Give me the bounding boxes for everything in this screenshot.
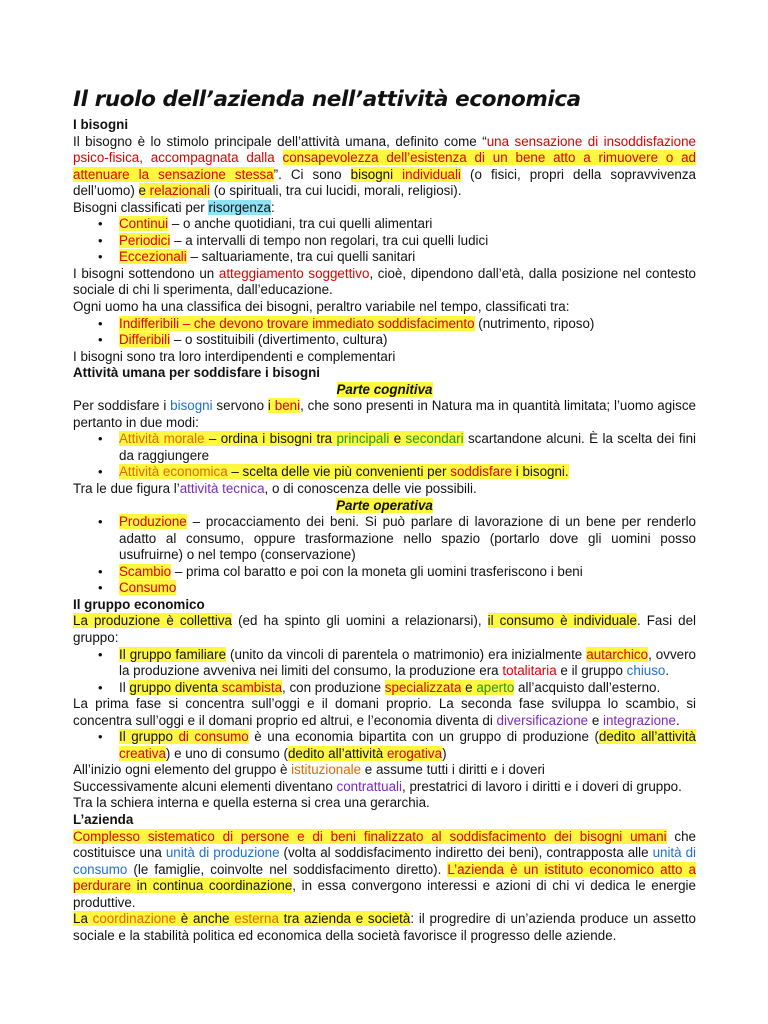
text-run: I bisogni sono tra loro interdipendenti e complementari — [73, 348, 396, 364]
text-run: Il gruppo — [119, 729, 179, 745]
text-run: scambista — [221, 679, 283, 695]
text-run: (nutrimento, riposo) — [474, 315, 595, 331]
text-run: (o fisici, propri della sopravvivenza dell’uomo) — [73, 166, 696, 199]
text-run: erogativa — [386, 745, 443, 761]
text-run: bene atto a rimuovere o ad attenuare la sensazione stessa — [73, 150, 696, 182]
text-run: , cioè, dipendono dall’età, dalla posizione nel contesto sociale di chi li sperimenta, dall’educazione. — [73, 265, 696, 298]
text-run: e il gruppo — [556, 663, 627, 679]
paragraph — [73, 762, 696, 779]
text-run: è anche — [176, 911, 235, 927]
text-run: Il gruppo familiare — [119, 646, 227, 662]
text-run: Scambio — [119, 563, 172, 579]
bullet-list — [73, 647, 696, 697]
paragraph — [73, 613, 696, 646]
list-item — [119, 233, 696, 250]
text-run: , ovvero la produzione avveniva nei limiti del consumo, la produzione era — [119, 646, 696, 679]
bullet-list — [73, 216, 696, 266]
text-run: Per soddisfare i — [73, 398, 171, 414]
text-run: che costituisce una — [73, 828, 696, 861]
paragraph — [73, 696, 696, 729]
text-run: attività tecnica — [179, 481, 265, 497]
text-run: individuali — [402, 166, 461, 182]
text-run: all’acquisto dall’esterno. — [514, 679, 661, 695]
text-run: Eccezionali — [119, 249, 187, 265]
list-item — [119, 647, 696, 680]
list-item — [119, 216, 696, 233]
text-run: Produzione — [119, 514, 187, 530]
text-run: – procacciamento dei beni. Si può parlare di lavorazione di un bene per renderlo adatto al consumo, oppure trasformazione nello spazio (portarlo dove gli uomini posso usufruirne) o nel tempo (conservazione) — [119, 514, 696, 563]
section-heading-azienda: L’azienda — [73, 811, 134, 827]
text-run: specializzata — [384, 679, 462, 695]
text-run: Successivamente alcuni elementi diventano — [73, 778, 337, 794]
paragraph — [73, 481, 696, 498]
text-run: e — [138, 183, 150, 199]
text-run: unità di consumo — [73, 845, 697, 877]
list-item — [119, 729, 696, 762]
text-run: , o di conoscenza delle vie possibili. — [264, 481, 477, 497]
text-run: di consumo — [178, 729, 249, 745]
text-run: chiuso — [626, 663, 666, 679]
text-run: unità di produzione — [165, 845, 280, 861]
text-run: contrattuali — [336, 778, 403, 794]
text-run: e — [588, 712, 603, 728]
text-run: , prestatrici di lavoro i diritti e i doveri di gruppo. — [402, 778, 682, 794]
text-run: Ogni uomo ha una classifica dei bisogni, peraltro variabile nel tempo, classificati tra: — [73, 299, 570, 315]
text-run: soddisfare — [450, 464, 513, 480]
document-page — [73, 86, 696, 944]
text-run: (o spirituali, tra cui lucidi, morali, religiosi). — [209, 183, 462, 199]
paragraph — [73, 299, 696, 316]
text-run: e — [461, 679, 477, 695]
text-run: bisogni — [350, 166, 403, 182]
text-run: diversificazione — [496, 712, 589, 728]
text-run: atteggiamento soggettivo — [218, 265, 370, 281]
subheading-label: Parte operativa — [336, 497, 433, 513]
section-heading-bisogni: I bisogni — [73, 117, 129, 132]
text-run: principali — [336, 431, 390, 447]
text-run: La produzione è collettiva — [73, 613, 232, 629]
text-run: Attività economica — [119, 464, 228, 480]
text-run: e — [389, 431, 406, 447]
text-run: ”. Ci sono — [273, 166, 351, 182]
text-run: Periodici — [119, 232, 171, 248]
text-run: servono — [212, 398, 268, 414]
paragraph — [73, 266, 696, 299]
text-run: – saltuariamente, tra cui quelli sanitari — [186, 249, 416, 265]
list-item — [119, 431, 696, 464]
text-run: Consumo — [119, 580, 177, 596]
document-title: Il ruolo dell’azienda nell’attività economica — [73, 87, 581, 112]
text-run: All’inizio ogni elemento del gruppo è — [73, 762, 292, 778]
paragraph — [73, 398, 696, 431]
paragraph — [73, 349, 696, 366]
text-run: relazionali — [149, 183, 210, 199]
paragraph — [73, 134, 696, 200]
text-run: e assume tutti i diritti e i doveri — [361, 762, 545, 778]
text-run: , con produzione — [282, 679, 385, 695]
text-run: (ed ha spinto gli uomini a relazionarsi), — [231, 613, 488, 629]
text-run: beni — [274, 398, 301, 414]
text-run: dedito all’attività — [287, 745, 387, 761]
text-run: i — [267, 398, 275, 414]
text-run: – scelta delle vie più convenienti per — [227, 464, 451, 480]
paragraph — [73, 829, 696, 912]
text-run: La prima fase si concentra sull’oggi e il domani proprio. La seconda fase sviluppa lo scambio, si concentra sull’oggi e il domani proprio ed altrui, e l’economia diventa di — [73, 696, 696, 728]
text-run: (volta al soddisfacimento indiretto dei beni), contrapposta alle — [279, 845, 653, 861]
subheading-cognitiva — [73, 382, 696, 399]
text-run: : il progredire di un’azienda produce un assetto sociale e la stabilità politica ed economica della società favorisce il progresso delle aziende. — [73, 911, 697, 943]
list-item — [119, 332, 696, 349]
list-item — [119, 464, 696, 481]
list-item — [119, 514, 696, 564]
paragraph — [73, 779, 696, 796]
text-run: (le famiglie, coinvolte nel soddisfacimento diretto). — [127, 861, 448, 877]
text-run: i bisogni. — [512, 464, 569, 480]
text-run: bisogni — [170, 398, 213, 414]
text-run: – o sostituibili (divertimento, cultura) — [170, 332, 388, 348]
text-run: , in essa convergono interessi e azioni di chi vi dedica le energie produttive. — [73, 878, 696, 910]
text-run: totalitaria — [502, 663, 557, 679]
list-item — [119, 316, 696, 333]
section-heading-attivita: Attività umana per soddisfare i bisogni — [73, 365, 321, 381]
text-run: tra azienda e società — [278, 911, 411, 927]
text-run: il consumo è individuale — [487, 613, 637, 629]
bullet-list — [73, 316, 696, 349]
text-run: Il — [119, 679, 130, 695]
text-run: . — [665, 663, 670, 679]
text-run: Tra le due figura l’ — [73, 481, 180, 497]
text-run: – prima col baratto e poi con la moneta gli uomini trasferiscono i beni — [171, 563, 583, 579]
text-run: integrazione — [602, 712, 676, 728]
text-run: coordinazione — [92, 911, 177, 927]
bullet-list — [73, 514, 696, 597]
list-item — [119, 249, 696, 266]
text-run: Attività morale — [119, 431, 205, 447]
text-run: aperto — [476, 679, 515, 695]
text-run: ) — [442, 745, 447, 761]
text-run: autarchico — [586, 646, 649, 662]
list-item — [119, 564, 696, 581]
paragraph — [73, 911, 696, 944]
bullet-list — [73, 431, 696, 481]
text-run: Il bisogno è lo stimolo principale dell’attività umana, definito come “ — [73, 133, 487, 149]
text-run: esterna — [234, 911, 279, 927]
bullet-list — [73, 729, 696, 762]
text-run: gruppo diventa — [129, 679, 222, 695]
list-item — [119, 680, 696, 697]
list-item — [119, 580, 696, 597]
text-run: istituzionale — [291, 762, 362, 778]
text-run: Bisogni classificati per — [73, 199, 209, 215]
text-run: La — [73, 911, 93, 927]
text-run: – a intervalli di tempo non regolari, tra cui quelli ludici — [170, 232, 489, 248]
text-run: è una economia bipartita con un gruppo di produzione ( — [248, 729, 599, 745]
text-run: – o anche quotidiani, tra cui quelli alimentari — [168, 216, 433, 232]
text-run: Differibili — [119, 332, 171, 348]
text-run: risorgenza — [208, 199, 271, 215]
text-run: L’azienda è un istituto economico atto a perdurare — [73, 861, 696, 894]
text-run: una sensazione di insoddisfazione psico-fisica, accompagnata dalla — [73, 133, 696, 166]
text-run: scartandone alcuni. È la scelta dei fini da raggiungere — [119, 431, 696, 463]
text-run: consapevolezza dell’esistenza di un — [282, 150, 516, 166]
text-run: in continua coordinazione — [131, 878, 293, 894]
text-run: (unito da vincoli di parentela o matrimonio) era inizialmente — [226, 646, 587, 662]
text-run: I bisogni sottendono un — [73, 265, 219, 281]
subheading-label: Parte cognitiva — [336, 381, 433, 397]
text-run: – ordina i bisogni tra — [204, 431, 337, 447]
text-run: . — [675, 712, 680, 728]
text-run: dedito all’attività — [598, 729, 696, 745]
text-run: , che sono presenti in Natura ma in quantità limitata; l’uomo agisce pertanto in due modi: — [73, 398, 696, 430]
text-run: Continui — [119, 216, 169, 232]
text-run: secondari — [405, 431, 464, 447]
text-run: : — [270, 199, 275, 215]
text-run: creativa — [119, 745, 166, 761]
paragraph — [73, 795, 696, 812]
text-run: . Fasi del gruppo: — [73, 613, 697, 645]
text-run: ) e uno di consumo ( — [165, 745, 288, 761]
subheading-operativa — [73, 498, 696, 515]
section-heading-gruppo: Il gruppo economico — [73, 596, 205, 612]
text-run: Complesso sistematico di persone e di beni finalizzato al soddisfacimento dei bisogni umani — [73, 828, 667, 844]
text-run: Indifferibili – che devono trovare immediato soddisfacimento — [119, 315, 475, 331]
text-run: Tra la schiera interna e quella esterna si crea una gerarchia. — [73, 795, 430, 811]
paragraph — [73, 200, 696, 217]
